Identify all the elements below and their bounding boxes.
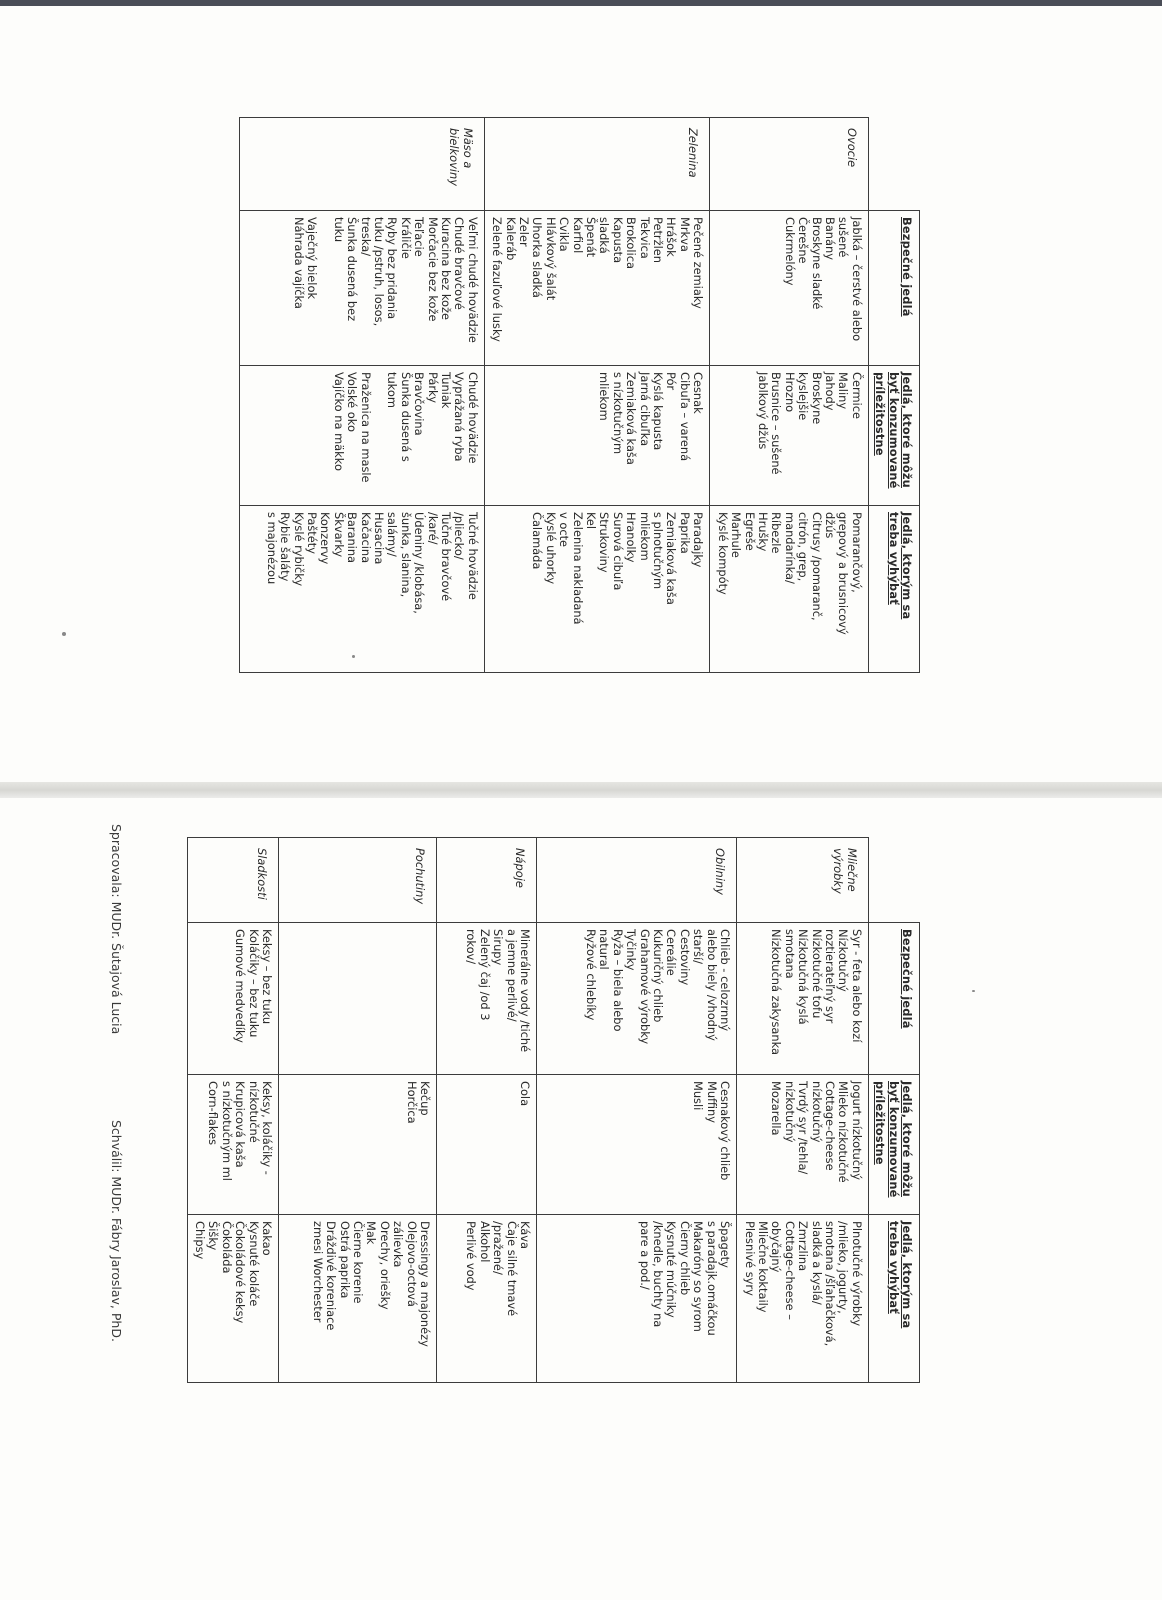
cell-line: nízkotučný bbox=[782, 1081, 797, 1143]
cell-line: Kysnuté koláče bbox=[246, 1221, 261, 1307]
cell-line: Petržlen bbox=[651, 217, 666, 263]
cell-line bbox=[372, 372, 385, 499]
cell-line: Cvikla bbox=[557, 217, 572, 252]
cell-line: nízkotučné bbox=[246, 1081, 261, 1143]
cell-safe-ovocie bbox=[710, 211, 868, 366]
cell-line: alebo biely /vhodný bbox=[704, 929, 719, 1041]
cell-line: zálievka bbox=[391, 1221, 406, 1268]
cell-line: Tučné bravčové bbox=[439, 512, 453, 602]
table-row-zelenina bbox=[484, 118, 710, 673]
cell-line: Chudé hovädzie bbox=[465, 372, 480, 464]
cell-line: Zemiaková kaša bbox=[664, 512, 679, 605]
cell-line: /pražené/ bbox=[491, 1221, 506, 1275]
cell-line: Veľmi chudé hovädzie bbox=[465, 217, 480, 343]
cell-line: Sirupy bbox=[491, 929, 506, 966]
cell-line: Čierne korenie bbox=[351, 1221, 366, 1304]
cell-safe-mliecne bbox=[737, 923, 869, 1075]
cell-line: Sladkosti bbox=[255, 848, 270, 900]
cell-line: Ovocie bbox=[844, 128, 859, 168]
cell-line: Cottage-cheese bbox=[822, 1081, 837, 1171]
cell-line: Náhrada vajíčka bbox=[291, 217, 306, 309]
cell-line: rokov/ bbox=[464, 929, 479, 965]
cell-line: bielkoviny bbox=[447, 128, 462, 186]
cell-line: Paštéty bbox=[304, 512, 319, 554]
cell-line: roztierateľný syr bbox=[822, 929, 837, 1024]
cell-line: s nízkotučným ml bbox=[219, 1081, 234, 1181]
table-row-maso bbox=[239, 118, 484, 673]
table-row-mliecne bbox=[737, 838, 869, 1383]
cell-line: mliekom bbox=[637, 512, 652, 561]
cell-line: /karé/ bbox=[425, 512, 440, 545]
cell-occasional-maso bbox=[239, 366, 484, 506]
cell-line: Rybie šaláty bbox=[278, 512, 293, 582]
cell-safe-maso bbox=[239, 211, 484, 366]
cell-line: Pór bbox=[664, 372, 679, 391]
cell-avoid-napoje bbox=[437, 1215, 537, 1383]
cell-line: s nízkotučným bbox=[610, 372, 625, 455]
cell-avoid-zelenina bbox=[484, 506, 710, 673]
cell-line: Koláčiky – bez tuku bbox=[246, 929, 261, 1038]
cell-line: Musli bbox=[691, 1081, 706, 1111]
category-mliecne bbox=[737, 838, 869, 923]
cell-line: a jemne perlivé/ bbox=[504, 929, 519, 1022]
cell-line: Cesnakový chlieb bbox=[718, 1081, 733, 1181]
cell-occasional-zelenina bbox=[484, 366, 710, 506]
cell-line: Olejovo-octová bbox=[404, 1221, 419, 1307]
cell-line: Čokoláda bbox=[219, 1221, 234, 1274]
cell-avoid-sladkosti bbox=[187, 1215, 278, 1383]
cell-line: tukom bbox=[385, 372, 400, 408]
cell-line: Plesnivé syry bbox=[742, 1221, 757, 1296]
cell-line: Kyslé kompóty bbox=[715, 512, 730, 595]
category-pochutiny bbox=[279, 838, 437, 923]
table-row-ovocie bbox=[710, 118, 868, 673]
cell-line: Kyslé uhorky bbox=[543, 512, 558, 585]
cell-line: treba vyhýbať bbox=[886, 1221, 901, 1314]
cell-line: mandarínka/ bbox=[782, 512, 797, 584]
cell-line: Alkohol bbox=[477, 1221, 492, 1263]
cell-line: Jedlá, ktoré môžu bbox=[900, 372, 914, 488]
cell-line: Špagety bbox=[718, 1221, 733, 1268]
cell-line: Egreše bbox=[742, 512, 757, 551]
cell-line: treska/ bbox=[358, 217, 373, 257]
cell-line: Jablkový džús bbox=[755, 372, 770, 450]
cell-line: Tyčinky bbox=[624, 929, 639, 971]
cell-line: byť konzumované bbox=[886, 372, 901, 489]
cell-line: Hlávkový šalát bbox=[543, 217, 558, 301]
cell-line: Corn-flakes bbox=[206, 1081, 221, 1146]
cell-line: Čokoládové keksy bbox=[233, 1221, 248, 1324]
cell-line: Kapusta bbox=[610, 217, 625, 264]
cell-line: šunka, slanina, bbox=[398, 512, 413, 598]
cell-line: salámy/ bbox=[385, 512, 400, 557]
cell-line: Kakao bbox=[260, 1221, 275, 1256]
scan-speck bbox=[972, 990, 975, 992]
cell-line: Nápoje bbox=[513, 848, 528, 888]
cell-line: Gumové medvedíky bbox=[233, 929, 248, 1043]
cell-line: Paprika bbox=[677, 512, 692, 554]
cell-line: Baranina bbox=[345, 512, 360, 564]
cell-line: sladká bbox=[597, 217, 612, 254]
table-row-obilniny bbox=[537, 838, 737, 1383]
category-napoje bbox=[437, 838, 537, 923]
cell-line: Chudé bravčové bbox=[452, 217, 467, 310]
cell-avoid-mliecne bbox=[737, 1215, 869, 1383]
cell-line: Perlivé vody bbox=[464, 1221, 479, 1291]
cell-line: Čaje silné tmavé bbox=[504, 1221, 519, 1317]
header-empty bbox=[868, 118, 919, 211]
header-occasional-foods bbox=[868, 366, 919, 506]
table-row-napoje bbox=[437, 838, 537, 1383]
cell-line: Mrkva bbox=[677, 217, 692, 252]
cell-occasional-ovocie bbox=[710, 366, 868, 506]
footer-approved-by: Schválil: MUDr. Fábry Jaroslav, PhD. bbox=[109, 1120, 124, 1342]
cell-line: Tvrdý syr /tehla/ bbox=[796, 1081, 811, 1175]
cell-occasional-napoje bbox=[437, 1075, 537, 1215]
cell-line: Vaječný bielok bbox=[304, 217, 319, 300]
cell-line: Jedlá, ktorým sa bbox=[900, 512, 914, 620]
cell-line: Zelenina nakladaná bbox=[570, 512, 585, 625]
cell-line: mliekom bbox=[597, 372, 612, 421]
cell-line: s plnotučným bbox=[651, 512, 666, 590]
cell-line: Zelenina bbox=[686, 128, 701, 178]
cell-line: Jedlá, ktoré môžu bbox=[900, 1081, 914, 1197]
cell-line: Plnotučné výrobky bbox=[849, 1221, 864, 1327]
cell-line: Nízkotučný bbox=[836, 929, 851, 992]
cell-line: Orechy, oriešky bbox=[377, 1221, 392, 1310]
cell-line: Kečup bbox=[418, 1081, 433, 1116]
cell-line: tuku /pstruh, losos, bbox=[371, 217, 386, 327]
cell-line: v octe bbox=[557, 512, 572, 548]
cell-avoid-ovocie bbox=[710, 506, 868, 673]
cell-line: Ryžové chlebíky bbox=[584, 929, 599, 1021]
cell-line: Cereálie bbox=[664, 929, 679, 976]
cell-line: Krupicová kaša bbox=[233, 1081, 248, 1168]
cell-line: Husacina bbox=[371, 512, 386, 565]
cell-line: Kysnuté múčniky bbox=[664, 1221, 679, 1318]
cell-line: Praženica na masle bbox=[358, 372, 373, 483]
category-sladkosti bbox=[187, 838, 278, 923]
cell-line: citrón, grep, bbox=[796, 512, 811, 582]
cell-line: Jarná cibuľka bbox=[637, 372, 652, 447]
cell-line: Zeler bbox=[517, 217, 532, 247]
cell-line: smotana /šľahačková, bbox=[822, 1221, 837, 1347]
cell-line: Citrusy /pomaranč, bbox=[809, 512, 824, 621]
cell-line: natural bbox=[597, 929, 612, 970]
header-avoid-foods bbox=[868, 1215, 919, 1383]
cell-line: Paradajky bbox=[691, 512, 706, 568]
category-zelenina bbox=[484, 118, 710, 211]
cell-line: treba vyhýbať bbox=[886, 512, 901, 605]
page-fold bbox=[0, 782, 1162, 798]
cell-line: Uhorka sladká bbox=[530, 217, 545, 298]
cell-line: Grahamové výrobky bbox=[637, 929, 652, 1045]
diet-table-2-container bbox=[187, 837, 920, 1383]
cell-line: Surová cibuľa bbox=[610, 512, 625, 591]
cell-line: Pečené zemiaky bbox=[691, 217, 706, 309]
cell-line: Pochutiny bbox=[413, 848, 428, 905]
cell-safe-napoje bbox=[437, 923, 537, 1075]
cell-line: Ríbezle bbox=[769, 512, 784, 554]
cell-line: Bezpečné jedlá bbox=[900, 929, 914, 1029]
cell-line: grepový a brusnicový bbox=[836, 512, 851, 635]
cell-line: Káva bbox=[518, 1221, 533, 1249]
cell-avoid-maso bbox=[239, 506, 484, 673]
cell-line: obyčajný bbox=[769, 1221, 784, 1273]
cell-safe-obilniny bbox=[537, 923, 737, 1075]
cell-line: kyslejšie bbox=[796, 372, 811, 421]
table-row-sladkosti bbox=[187, 838, 278, 1383]
cell-safe-pochutiny bbox=[279, 923, 437, 1075]
cell-line: Mliečne bbox=[844, 848, 859, 892]
cell-line: Maliny bbox=[836, 372, 851, 410]
diet-table-1-container bbox=[239, 117, 920, 673]
cell-line: Zmrzlina bbox=[796, 1221, 811, 1272]
cell-line: Broskyne sladké bbox=[809, 217, 824, 310]
cell-line: Cukrmelóny bbox=[782, 217, 797, 286]
cell-line: Banány bbox=[822, 217, 837, 260]
cell-line: Kel bbox=[584, 512, 599, 530]
cell-line: Hrozno bbox=[782, 372, 797, 413]
cell-line: Broskyne bbox=[809, 372, 824, 425]
category-maso bbox=[239, 118, 484, 211]
cell-line: s majonézou bbox=[264, 512, 279, 585]
cell-line: príležitostne bbox=[873, 1081, 888, 1165]
cell-line: Nízkotučná zakysanka bbox=[769, 929, 784, 1055]
cell-line: výrobky bbox=[831, 848, 846, 894]
cell-line: Tekvica bbox=[637, 217, 652, 259]
cell-line: Špenát bbox=[584, 217, 599, 258]
cell-line: Bravčovina bbox=[412, 372, 427, 436]
cell-line: Údeniny /klobása, bbox=[412, 512, 427, 614]
cell-line: Ryža – biela alebo bbox=[610, 929, 625, 1032]
cell-line: Čermice bbox=[849, 372, 864, 419]
cell-line: Ostrá paprika bbox=[337, 1221, 352, 1299]
cell-occasional-mliecne bbox=[737, 1075, 869, 1215]
cell-line: Kačacina bbox=[358, 512, 373, 564]
cell-line: Mlieko nízkotučné bbox=[836, 1081, 851, 1183]
footer-prepared-by: Spracovala: MUDr. Šutajová Lucia bbox=[109, 824, 124, 1035]
scan-speck bbox=[62, 632, 66, 636]
scan-speck bbox=[352, 655, 355, 658]
cell-line: sladká a kyslá/ bbox=[809, 1221, 824, 1305]
header-safe-foods bbox=[868, 923, 919, 1075]
cell-line: Makaróny so syrom bbox=[691, 1221, 706, 1332]
cell-line: Králičie bbox=[398, 217, 413, 259]
cell-avoid-obilniny bbox=[537, 1215, 737, 1383]
cell-line: Zelené fazuľové lusky bbox=[490, 217, 505, 342]
cell-line: Hrušky bbox=[755, 512, 770, 552]
cell-line: príležitostne bbox=[873, 372, 888, 456]
cell-safe-sladkosti bbox=[187, 923, 278, 1075]
cell-line: Bezpečné jedlá bbox=[900, 217, 914, 317]
cell-line: Čalamáda bbox=[530, 512, 545, 570]
cell-line: /mlieko, jogurty, bbox=[836, 1221, 851, 1314]
cell-line: Jedlá, ktorým sa bbox=[900, 1221, 914, 1329]
cell-line: Vajíčko na mäkko bbox=[331, 372, 346, 471]
cell-line: Kyslá kapusta bbox=[651, 372, 666, 451]
cell-line: Kukuričný chlieb bbox=[651, 929, 666, 1023]
cell-line: Mliečne koktaily bbox=[755, 1221, 770, 1313]
category-ovocie bbox=[710, 118, 868, 211]
cell-line: Kuracina bez kože bbox=[439, 217, 453, 321]
cell-line: Cesnak bbox=[691, 372, 706, 414]
cell-line: Dressingy a majonézy bbox=[418, 1221, 433, 1347]
cell-line: Kaleráb bbox=[503, 217, 518, 261]
cell-line: Vyprážaná ryba bbox=[452, 372, 467, 462]
cell-line: s paradajk.omáčkou bbox=[704, 1221, 719, 1336]
cell-line: Čerešne bbox=[796, 217, 811, 264]
cell-line: Strukoviny bbox=[597, 512, 612, 573]
cell-line: Obilniny bbox=[713, 848, 728, 895]
header-occasional-foods bbox=[868, 1075, 919, 1215]
cell-line: Cibuľa – varená bbox=[677, 372, 692, 462]
cell-line: džús bbox=[822, 512, 837, 539]
cell-line: Konzervy bbox=[318, 512, 333, 565]
cell-line: Volské oko bbox=[345, 372, 360, 432]
cell-line: Muffiny bbox=[704, 1081, 719, 1124]
cell-line: pare a pod./ bbox=[637, 1221, 652, 1290]
cell-line: byť konzumované bbox=[886, 1081, 901, 1198]
cell-line: tuku bbox=[331, 217, 346, 243]
cell-line: Tučné hovädzie bbox=[465, 512, 480, 600]
cell-line: Horčica bbox=[404, 1081, 419, 1124]
cell-line: Keksy, koláčiky - bbox=[260, 1081, 275, 1175]
cell-line: Syr - feta alebo kozí bbox=[849, 929, 864, 1043]
diet-table-2 bbox=[187, 837, 920, 1383]
cell-line: nízkotučný bbox=[809, 1081, 824, 1143]
cell-line: Kyslé rybičky bbox=[291, 512, 306, 587]
header-avoid-foods bbox=[868, 506, 919, 673]
cell-line: Hrášok bbox=[664, 217, 679, 257]
category-obilniny bbox=[537, 838, 737, 923]
cell-line: Nízkotučné tofu bbox=[809, 929, 824, 1019]
cell-line: Mozarella bbox=[769, 1081, 784, 1136]
cell-line: Šunka dusená bez bbox=[345, 217, 360, 322]
cell-line: Dráždivé koreniace bbox=[324, 1221, 339, 1331]
cell-line: Teľacie bbox=[412, 217, 427, 257]
cell-occasional-obilniny bbox=[537, 1075, 737, 1215]
cell-line: zmesi Worchester bbox=[310, 1221, 325, 1323]
header-safe-foods bbox=[868, 211, 919, 366]
cell-line: Tuniak bbox=[439, 372, 453, 409]
header-empty bbox=[868, 838, 919, 923]
cell-line: Brokolica bbox=[624, 217, 639, 269]
cell-line: /pliecko/ bbox=[452, 512, 467, 560]
cell-line: Pomarančový, bbox=[849, 512, 864, 593]
cell-line: Cola bbox=[518, 1081, 533, 1107]
table-header-row bbox=[868, 118, 919, 673]
cell-line: Mäso a bbox=[460, 128, 475, 169]
cell-line: Škvarky bbox=[331, 512, 346, 558]
cell-line: starší/ bbox=[691, 929, 706, 965]
cell-line: Jahody bbox=[822, 372, 837, 411]
table-header-row bbox=[868, 838, 919, 1383]
cell-line: Minerálne vody /tiché bbox=[518, 929, 533, 1053]
cell-line: smotana bbox=[782, 929, 797, 979]
cell-line: Čierny chlieb bbox=[677, 1221, 692, 1296]
cell-line: /knedle, buchty na bbox=[651, 1221, 666, 1328]
cell-avoid-pochutiny bbox=[279, 1215, 437, 1383]
cell-line: Brusnice – sušené bbox=[769, 372, 784, 475]
cell-line: Nízkotučná kyslá bbox=[796, 929, 811, 1025]
cell-safe-zelenina bbox=[484, 211, 710, 366]
cell-line: Hranolky bbox=[624, 512, 639, 563]
cell-line: Jogurt nízkotučný bbox=[849, 1081, 864, 1180]
cell-line: Chipsy bbox=[193, 1221, 208, 1260]
cell-line: Chlieb - celozrnný bbox=[718, 929, 733, 1032]
cell-line: Párky bbox=[425, 372, 440, 403]
cell-line: Keksy – bez tuku bbox=[260, 929, 275, 1025]
cell-line: Zelený čaj /od 3 bbox=[477, 929, 492, 1021]
cell-line: Cestoviny bbox=[677, 929, 692, 986]
cell-line: Ryby bez pridania bbox=[385, 217, 400, 320]
diet-table-1 bbox=[239, 117, 920, 673]
table-row-pochutiny bbox=[279, 838, 437, 1383]
cell-line: Mak bbox=[364, 1221, 379, 1245]
cell-line: Šišky bbox=[206, 1221, 221, 1251]
cell-line bbox=[318, 217, 331, 359]
cell-occasional-pochutiny bbox=[279, 1075, 437, 1215]
cell-line: sušené bbox=[836, 217, 851, 258]
cell-line: Cottage-cheese – bbox=[782, 1221, 797, 1320]
cell-line: Jablká – čerstvé alebo bbox=[849, 217, 864, 342]
cell-line: Morčacie bez kože bbox=[425, 217, 440, 322]
cell-line: Karfiol bbox=[570, 217, 585, 254]
cell-line: Šunka dusená s bbox=[398, 372, 413, 462]
cell-occasional-sladkosti bbox=[187, 1075, 278, 1215]
cell-line: Zemiaková kaša bbox=[624, 372, 639, 465]
cell-line: Marhule bbox=[729, 512, 744, 558]
